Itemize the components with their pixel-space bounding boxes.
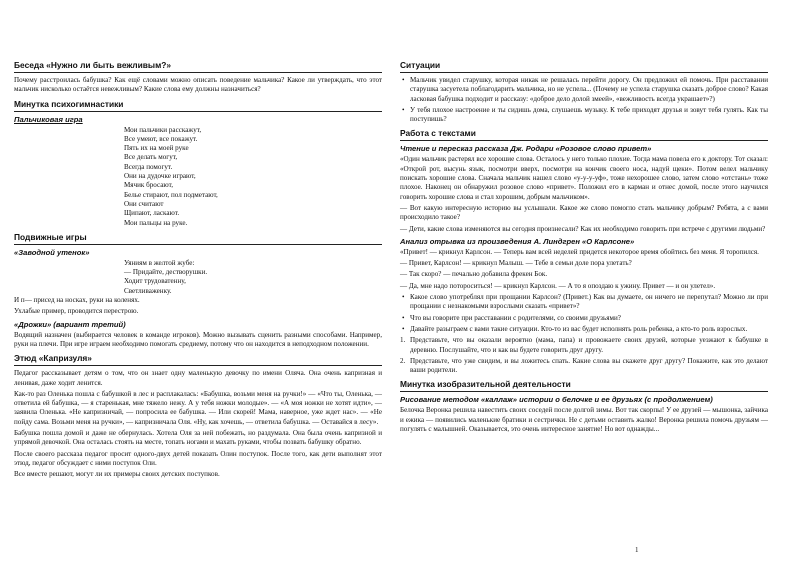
texts-p5: — Привет, Карлсон! — крикнул Малыш. — Тебе в семьи доле пора улетать? — [400, 259, 632, 268]
etude-p5: Все вместе решают, могут ли их примеры своих детских поступков. — [14, 470, 220, 479]
numbered-text: Представьте, что уже свидим, и вы ложитесь спать. Какие слова вы скажете друг другу? Покажите, как это делают ваши родители. — [410, 356, 768, 375]
poem-line: Уяниям в желтой жубе: — [124, 258, 195, 267]
question-item: • Что вы говорите при расставании с родителями, со своими друзьями? — [400, 314, 768, 323]
etude-heading: Этюд «Капризуля» — [14, 353, 382, 366]
question-item: • Давайте разыграем с вами такие ситуации. Кто-то из вас будет исполнять роль ребенка, а кто-то роль взрослых. — [400, 325, 768, 334]
texts-p2: — Вот какую интересную историю вы услышали. Какое же слово помогло стать мальчику добрым? Ребята, а с вами происходило такое? — [400, 203, 768, 222]
poem-line: Все умеют, все покажут. — [124, 134, 198, 143]
texts-sub1: Чтение и пересказ рассказа Дж. Родари «Розовое слово привет» — [400, 144, 652, 154]
games-sub2: «Дрожки» (вариант третий) — [14, 319, 126, 329]
duck-poem — [124, 259, 382, 296]
poem-line: Все делать могут, — [124, 153, 178, 162]
finger-poem — [124, 126, 382, 228]
talk-section — [14, 60, 382, 95]
etude-p1: Педагог рассказывает детям о том, что он знает одну маленькую девочку по имени Оляча. Она очень капризная и ленивая, даже ходит ленится. — [14, 369, 382, 387]
texts-p6: — Так скоро? — печально добавила фрекен Бок. — [400, 270, 548, 279]
right-column — [400, 58, 768, 438]
games-sub1: «Заводной утенок» — [14, 247, 90, 257]
etude-p4: После своего рассказа педагог просит одного-двух детей показать Олин поступок. После того, как дети выполнят этот этюд, педагог обсуждает с ними поступок Оли. — [14, 449, 382, 467]
games-section — [14, 232, 382, 349]
games-text2: Ухлабые пример, проводится перестрою. — [14, 307, 139, 316]
art-heading: Минутка изобразительной деятельности — [400, 379, 768, 392]
poem-line: Пять их на моей руке — [124, 144, 189, 153]
texts-section — [400, 128, 768, 375]
poem-line: Светливаженку. — [124, 286, 172, 295]
etude-p2: Как-то раз Оленька пошла с бабушкой в лес и расплакалась: «Бабушка, возьми меня на ручки!» — «Что ты, Оленька, — ответила ей бабушка, — я старенькая, мне тяжело нежу. А у тебя ножки молодые». — «А моя ножки не хотят идти», — заявила Оленька. «Не капризничай, — попросила ее бабушка. — Или скорей! Мама, наверное, уже ждет нас». — «Не пойду сама. Возьми меня на ручки», — капризничала Оля. «Ну, как хочешь, — ответила бабушка. — Оставайся в лесу». — [14, 389, 382, 426]
talk-text: Почему расстроилась бабушка? Как ещё словами можно описать поведение мальчика? Какое ли утверждать, что этот мальчик нисколько остаётся невежливым? Какие слова ему должны назначиться? — [14, 76, 382, 94]
situation-item: • Мальчик увидел старушку, которая никак не решалась перейти дорогу. Он предложил ей помочь. При расставании старушка засуетела поблагодарить мальчика, но не успела... (Почему не успела старушка сказать доброе слово? Какая ласковая бабушка подходит и рассказу: «доброе дело долой змеей», «вежливость всегда украшает»?) — [400, 76, 768, 104]
poem-line: Мои пальцы на руке. — [124, 218, 188, 227]
art-subheading: Рисование методом «каллаж» истории о белочке и ее друзьях (с продолжением) — [400, 395, 713, 405]
poem-line: Ходит трудоватенну, — [124, 277, 186, 286]
texts-sub2: Анализ отрывка из произведения А. Линдгрен «О Карлсоне» — [400, 236, 635, 246]
page-number: 1 — [635, 546, 639, 554]
poem-line: Щипают, ласкают. — [124, 209, 180, 218]
situations-heading: Ситуации — [400, 60, 768, 73]
poem-line: Белье стирают, пол подметают, — [124, 190, 218, 199]
games-text1: И п— присед на носках, руки на коленях. — [14, 296, 140, 305]
etude-p3: Бабушка пошла домой и даже не обернулась. Хотела Оля за ней побежать, но раздумала. Она была очень капризной и упрямой девочкой. Она осталась стоять на месте, топать ногами и махать руками, чтобы позвать бабушку обратно. — [14, 429, 382, 447]
poem-line: Они считают — [124, 199, 164, 208]
numbered-item: 2. Представьте, что уже свидим, и вы ложитесь спать. Какие слова вы скажете друг другу? Покажите, как это делают ваши родители. — [400, 356, 768, 375]
poem-line: — Придайте, дестворушки. — [124, 268, 208, 277]
poem-line: Мои пальчики расскажут, — [124, 125, 202, 134]
question-item: • Какое слово употреблял при прощании Карлсон? (Привет.) Как вы думаете, он ничего не перепутал? Можно ли при прощании с незнакомыми взрослыми сказать «привет»? — [400, 293, 768, 312]
texts-p1: «Один мальчик растерял все хорошие слова. Осталось у него только плохие. Тогда мама повела его к доктору. Тот сказал: «Открой рот, высунь язык, посмотри вверх, посмотри на кончик своего носа, надуй щеки». Потом велел мальчику поискать хорошие слова. Сначала мальчик нашел слово «у-у-у-уф», тоже нехорошее слово, затем слово «отстань» тоже плохое. Наконец он обнаружил розовое слово «привет». Положил его в карман и отнес домой, после этого научился говорить хорошие слова и стал хорошим, добрым мальчиком». — [400, 155, 768, 201]
games-heading: Подвижные игры — [14, 232, 382, 245]
numbered-item: 1. Представьте, что вы оказали вероятно (мама, папа) и провожаете своих друзей, которые уезжают к бабушке в деревню. Послушайте, что и как вы будете говорить друг другу. — [400, 336, 768, 354]
situations-section — [400, 60, 768, 124]
texts-p3: — Дети, какие слова изменяются вы сегодня произнесали? Как их необходимо говорить при встрече с другими людьми? — [400, 224, 766, 233]
left-column — [14, 58, 382, 484]
talk-heading: Беседа «Нужно ли быть вежливым?» — [14, 60, 382, 73]
games-text3: Водящий назначен (выбирается человек в команде игроков). Можно вызывать сценить разными способами. Например, руки на плечи. При игре играем необходимо помогать средиему, потому что он находится в неподходном положении. — [14, 330, 382, 348]
situation-item: • У тебя плохое настроение и ты сидишь дома, слушаешь музыку. К тебе приходят друзья и зовут тебя гулять. Как ты поступишь? — [400, 106, 768, 125]
art-text: Белочка Веронка решила навестить своих соседей после долгой зимы. Вот так скорпы! У ее друзей — мышонка, зайчика и ежика — появились маленькие братики и сестрички. Не с детьми оставить жалко! Веронка решила помочь друзьям — погулять с малышней. Оказывается, это очень интересное занятие! Но вот однажды... — [400, 406, 768, 434]
numbered-text: Представьте, что вы оказали вероятно (мама, папа) и провожаете своих друзей, которые уезжают к бабушке в деревню. Послушайте, что и как вы будете говорить друг другу. — [410, 336, 768, 354]
art-section — [400, 379, 768, 434]
texts-heading: Работа с текстами — [400, 128, 768, 141]
texts-p4: «Привет! — крикнул Карлсон. — Теперь вам всей неделей придется некоторое время обойтись без меня. Я торопился. — [400, 247, 759, 256]
etude-section — [14, 353, 382, 479]
psycho-heading: Минутка психогимнастики — [14, 99, 382, 112]
poem-line: Мячик бросают, — [124, 181, 173, 190]
texts-p7: — Да, мне надо потороситься! — крикнул Карлсон. — А то я опоздаю к ужину. Привет — и он улетел». — [400, 281, 716, 290]
poem-line: Они на дудочке играют, — [124, 172, 196, 181]
psycho-section — [14, 99, 382, 228]
poem-line: Всегда помогут. — [124, 162, 173, 171]
psycho-subheading: Пальчиковая игра — [14, 114, 83, 124]
